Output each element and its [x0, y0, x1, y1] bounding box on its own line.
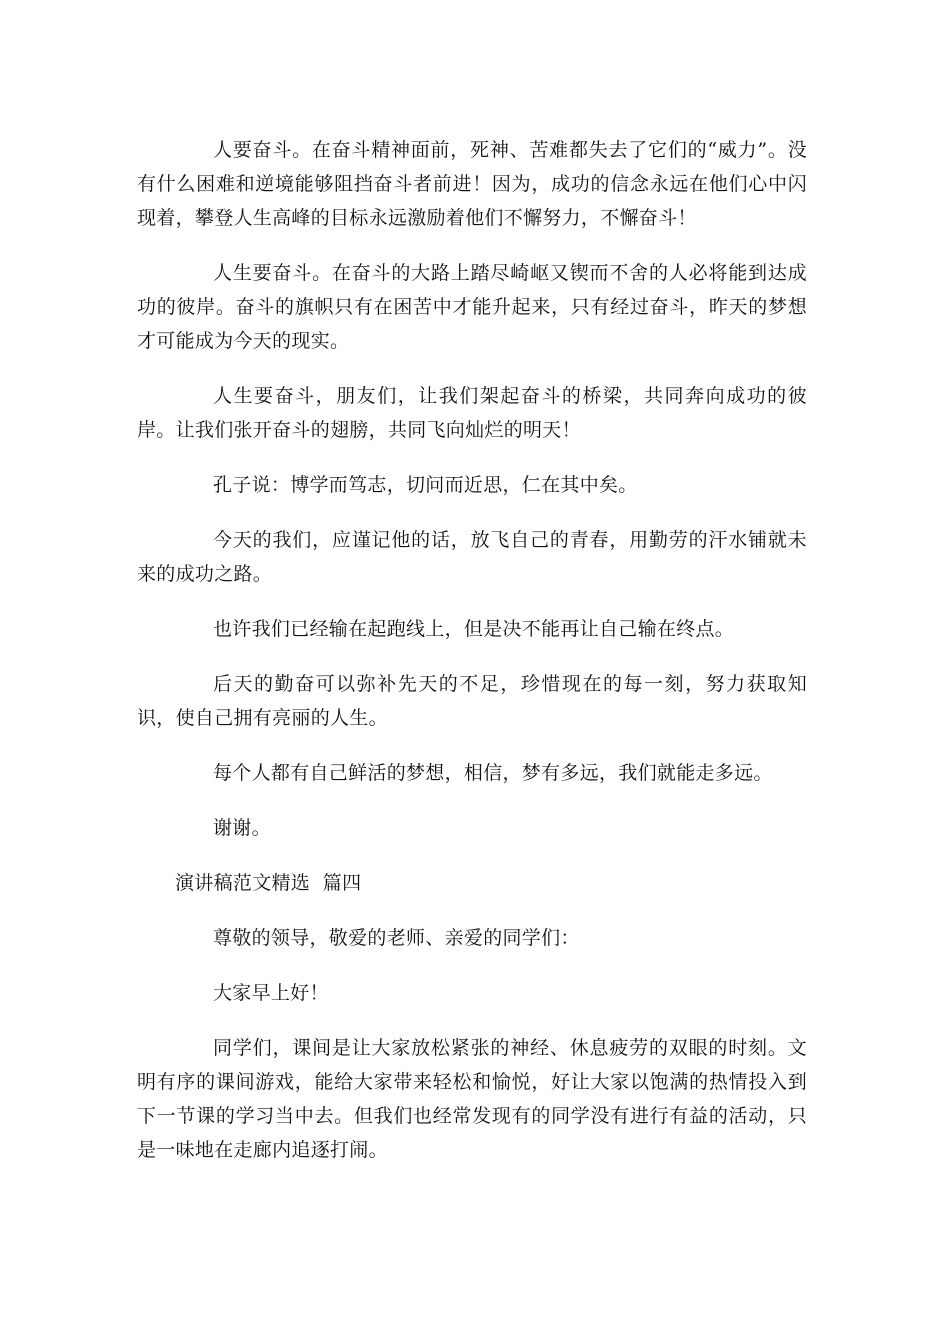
paragraph: 人要奋斗。在奋斗精神面前，死神、苦难都失去了它们的“威力”。没有什么困难和逆境能够阻挡奋斗者前进！因为，成功的信念永远在他们心中闪现着，攀登人生高峰的目标永远激励着他们不懈努力，不懈奋斗！ — [137, 139, 807, 229]
paragraph: 人生要奋斗。在奋斗的大路上踏尽崎岖又锲而不舍的人必将能到达成功的彼岸。奋斗的旗帜只有在困苦中才能升起来，只有经过奋斗，昨天的梦想才可能成为今天的现实。 — [137, 262, 807, 352]
paragraph: 人生要奋斗，朋友们，让我们架起奋斗的桥梁，共同奔向成功的彼岸。让我们张开奋斗的翅膀，共同飞向灿烂的明天！ — [137, 385, 807, 441]
greeting: 大家早上好！ — [213, 982, 329, 1004]
paragraph: 孔子说：博学而笃志，切问而近思，仁在其中矣。 — [213, 474, 638, 496]
closing-thanks: 谢谢。 — [213, 817, 271, 839]
paragraph: 同学们，课间是让大家放松紧张的神经、休息疲劳的双眼的时刻。文明有序的课间游戏，能给大家带来轻松和愉悦，好让大家以饱满的热情投入到下一节课的学习当中去。但我们也经常发现有的同学没有进行有益的活动，只是一味地在走廊内追逐打闹。 — [137, 1037, 807, 1161]
salutation: 尊敬的领导，敬爱的老师、亲爱的同学们： — [213, 927, 580, 949]
paragraph: 今天的我们，应谨记他的话，放飞自己的青春，用勤劳的汗水铺就未来的成功之路。 — [137, 529, 807, 585]
section-heading: 演讲稿范文精选 篇四 — [175, 872, 362, 894]
document-body — [137, 133, 807, 1188]
paragraph: 后天的勤奋可以弥补先天的不足，珍惜现在的每一刻，努力获取知识，使自己拥有亮丽的人生。 — [137, 673, 807, 729]
paragraph: 也许我们已经输在起跑线上，但是决不能再让自己输在终点。 — [213, 618, 735, 640]
paragraph: 每个人都有自己鲜活的梦想，相信，梦有多远，我们就能走多远。 — [213, 762, 773, 784]
